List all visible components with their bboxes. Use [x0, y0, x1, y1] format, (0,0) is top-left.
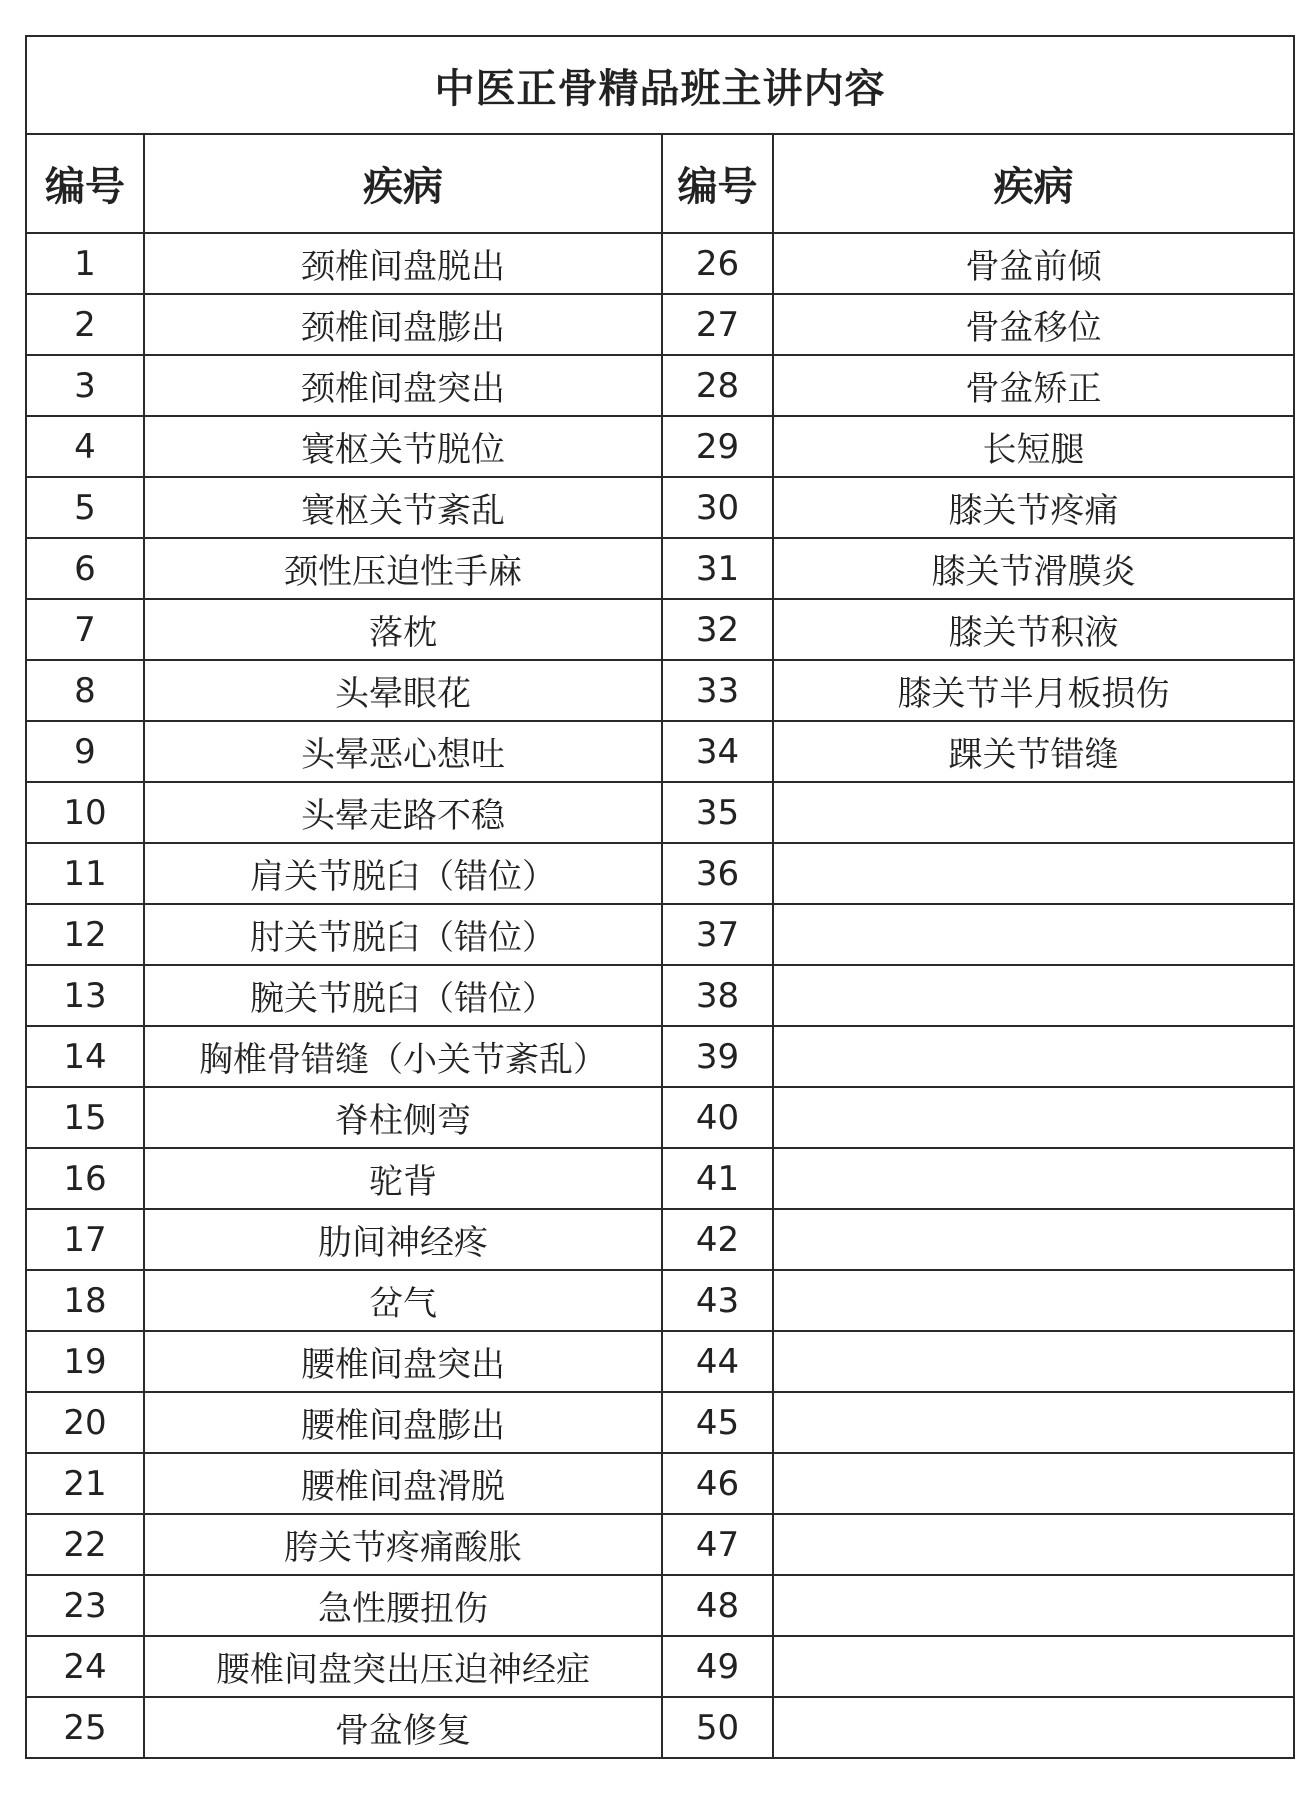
row-number-left: 23	[26, 1575, 144, 1636]
row-disease-right	[773, 1148, 1294, 1209]
table-row	[26, 477, 1294, 538]
table-body	[26, 233, 1294, 1758]
row-number-left: 24	[26, 1636, 144, 1697]
row-disease-right	[773, 1453, 1294, 1514]
row-number-right: 48	[662, 1575, 773, 1636]
row-number-left: 13	[26, 965, 144, 1026]
row-number-left: 14	[26, 1026, 144, 1087]
table-row	[26, 1392, 1294, 1453]
table-row	[26, 599, 1294, 660]
row-disease-right	[773, 1331, 1294, 1392]
row-number-right: 32	[662, 599, 773, 660]
table-row	[26, 1270, 1294, 1331]
row-number-left: 18	[26, 1270, 144, 1331]
row-number-left: 8	[26, 660, 144, 721]
row-number-right: 30	[662, 477, 773, 538]
row-number-left: 4	[26, 416, 144, 477]
table-row	[26, 904, 1294, 965]
table-title: 中医正骨精品班主讲内容	[26, 36, 1294, 134]
row-number-left: 15	[26, 1087, 144, 1148]
course-content-table	[25, 35, 1295, 1759]
header-number-right: 编号	[662, 134, 773, 233]
row-disease-right: 骨盆移位	[773, 294, 1294, 355]
row-number-right: 36	[662, 843, 773, 904]
row-disease-left: 颈椎间盘脱出	[144, 233, 662, 294]
table-row	[26, 538, 1294, 599]
row-number-left: 19	[26, 1331, 144, 1392]
row-number-right: 35	[662, 782, 773, 843]
row-number-left: 11	[26, 843, 144, 904]
row-disease-left: 胯关节疼痛酸胀	[144, 1514, 662, 1575]
row-disease-left: 胸椎骨错缝（小关节紊乱）	[144, 1026, 662, 1087]
row-number-right: 28	[662, 355, 773, 416]
row-disease-right	[773, 1026, 1294, 1087]
row-disease-left: 腰椎间盘滑脱	[144, 1453, 662, 1514]
row-number-right: 39	[662, 1026, 773, 1087]
row-disease-right	[773, 843, 1294, 904]
row-disease-left: 腕关节脱臼（错位）	[144, 965, 662, 1026]
table-row	[26, 233, 1294, 294]
row-number-right: 40	[662, 1087, 773, 1148]
row-disease-right	[773, 1636, 1294, 1697]
row-number-left: 12	[26, 904, 144, 965]
row-disease-left: 头晕走路不稳	[144, 782, 662, 843]
row-number-left: 16	[26, 1148, 144, 1209]
row-number-right: 42	[662, 1209, 773, 1270]
table-row	[26, 660, 1294, 721]
table-row	[26, 1636, 1294, 1697]
table-row	[26, 416, 1294, 477]
row-number-right: 27	[662, 294, 773, 355]
row-number-right: 34	[662, 721, 773, 782]
row-disease-right: 骨盆矫正	[773, 355, 1294, 416]
row-disease-right	[773, 1514, 1294, 1575]
row-number-right: 38	[662, 965, 773, 1026]
row-disease-right	[773, 965, 1294, 1026]
row-disease-left: 肋间神经疼	[144, 1209, 662, 1270]
table-row	[26, 1209, 1294, 1270]
row-number-left: 21	[26, 1453, 144, 1514]
table-row	[26, 782, 1294, 843]
row-disease-left: 颈性压迫性手麻	[144, 538, 662, 599]
row-number-left: 10	[26, 782, 144, 843]
table-row	[26, 294, 1294, 355]
row-number-left: 25	[26, 1697, 144, 1758]
table-row	[26, 1148, 1294, 1209]
table-row	[26, 1331, 1294, 1392]
row-number-left: 6	[26, 538, 144, 599]
row-disease-right	[773, 1575, 1294, 1636]
row-disease-right: 膝关节积液	[773, 599, 1294, 660]
row-number-left: 3	[26, 355, 144, 416]
row-disease-left: 腰椎间盘突出	[144, 1331, 662, 1392]
row-disease-left: 寰枢关节脱位	[144, 416, 662, 477]
row-number-right: 29	[662, 416, 773, 477]
row-disease-left: 腰椎间盘膨出	[144, 1392, 662, 1453]
row-disease-left: 头晕恶心想吐	[144, 721, 662, 782]
table-row	[26, 1453, 1294, 1514]
row-disease-right: 踝关节错缝	[773, 721, 1294, 782]
table-row	[26, 965, 1294, 1026]
row-disease-right: 膝关节半月板损伤	[773, 660, 1294, 721]
row-number-left: 20	[26, 1392, 144, 1453]
row-disease-right: 膝关节疼痛	[773, 477, 1294, 538]
row-disease-right	[773, 1270, 1294, 1331]
row-number-right: 49	[662, 1636, 773, 1697]
row-disease-right: 长短腿	[773, 416, 1294, 477]
row-disease-left: 寰枢关节紊乱	[144, 477, 662, 538]
row-disease-left: 肩关节脱臼（错位）	[144, 843, 662, 904]
header-disease-right: 疾病	[773, 134, 1294, 233]
row-number-right: 26	[662, 233, 773, 294]
row-number-left: 1	[26, 233, 144, 294]
row-number-right: 37	[662, 904, 773, 965]
row-disease-right	[773, 1087, 1294, 1148]
row-number-left: 5	[26, 477, 144, 538]
table-row	[26, 1697, 1294, 1758]
row-disease-right: 膝关节滑膜炎	[773, 538, 1294, 599]
row-disease-left: 驼背	[144, 1148, 662, 1209]
row-disease-left: 头晕眼花	[144, 660, 662, 721]
row-disease-right	[773, 782, 1294, 843]
row-disease-left: 急性腰扭伤	[144, 1575, 662, 1636]
row-disease-right	[773, 1392, 1294, 1453]
row-disease-left: 腰椎间盘突出压迫神经症	[144, 1636, 662, 1697]
row-disease-left: 颈椎间盘突出	[144, 355, 662, 416]
header-number-left: 编号	[26, 134, 144, 233]
table-row	[26, 843, 1294, 904]
row-disease-left: 脊柱侧弯	[144, 1087, 662, 1148]
table-row	[26, 1026, 1294, 1087]
row-number-right: 44	[662, 1331, 773, 1392]
row-disease-right	[773, 1209, 1294, 1270]
row-number-left: 7	[26, 599, 144, 660]
row-number-right: 46	[662, 1453, 773, 1514]
row-number-left: 2	[26, 294, 144, 355]
row-disease-left: 肘关节脱臼（错位）	[144, 904, 662, 965]
table-row	[26, 355, 1294, 416]
row-number-right: 50	[662, 1697, 773, 1758]
row-number-left: 22	[26, 1514, 144, 1575]
row-disease-left: 落枕	[144, 599, 662, 660]
header-disease-left: 疾病	[144, 134, 662, 233]
table-row	[26, 1514, 1294, 1575]
row-disease-right	[773, 904, 1294, 965]
row-disease-right: 骨盆前倾	[773, 233, 1294, 294]
row-number-right: 45	[662, 1392, 773, 1453]
row-number-left: 17	[26, 1209, 144, 1270]
row-disease-left: 岔气	[144, 1270, 662, 1331]
row-number-left: 9	[26, 721, 144, 782]
row-disease-right	[773, 1697, 1294, 1758]
row-number-right: 43	[662, 1270, 773, 1331]
table-row	[26, 721, 1294, 782]
row-number-right: 47	[662, 1514, 773, 1575]
table-row	[26, 1087, 1294, 1148]
row-number-right: 33	[662, 660, 773, 721]
row-disease-left: 骨盆修复	[144, 1697, 662, 1758]
row-number-right: 41	[662, 1148, 773, 1209]
table-row	[26, 1575, 1294, 1636]
row-disease-left: 颈椎间盘膨出	[144, 294, 662, 355]
row-number-right: 31	[662, 538, 773, 599]
